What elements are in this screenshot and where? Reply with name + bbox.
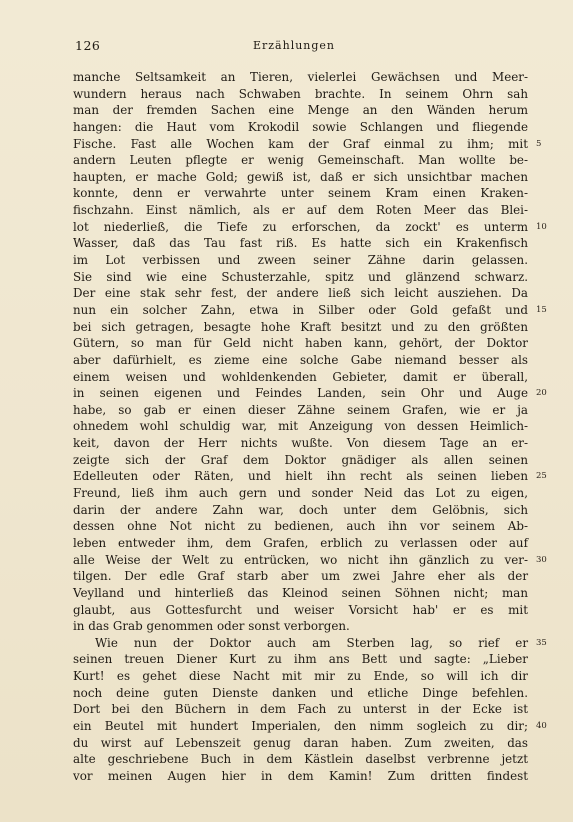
text-line <box>73 602 528 619</box>
line-text: im Lot verbissen und zween seiner Zähne darin gelassen. <box>73 253 528 268</box>
line-text: Dort bei den Büchern in dem Fach zu unterst in der Ecke ist <box>73 702 528 717</box>
text-line <box>73 335 528 352</box>
text-line <box>73 701 528 718</box>
line-number: 30 <box>536 554 547 565</box>
line-text: fischzahn. Einst nämlich, als er auf dem Roten Meer das Blei- <box>73 203 528 218</box>
page-number: 126 <box>75 38 101 53</box>
text-line <box>73 768 528 785</box>
text-line <box>73 119 528 136</box>
line-text: du wirst auf Lebenszeit genug daran haben. Zum zweiten, das <box>73 735 528 750</box>
text-line <box>73 668 528 685</box>
line-text: noch deine guten Dienste danken und etliche Dinge befehlen. <box>73 685 528 700</box>
text-line <box>73 136 542 153</box>
text-line <box>73 152 528 169</box>
line-number: 10 <box>536 221 547 232</box>
text-line <box>73 169 528 186</box>
line-text: alte geschriebene Buch in dem Kästlein daselbst verbrenne jetzt <box>73 752 528 767</box>
line-number: 5 <box>536 138 542 149</box>
line-text: Der eine stak sehr fest, der andere ließ sich leicht ausziehen. Da <box>73 286 528 301</box>
text-line <box>73 518 528 535</box>
text-line <box>73 635 547 652</box>
line-text: in das Grab genommen oder sonst verborgen. <box>73 619 350 634</box>
line-text: Wie nun der Doktor auch am Sterben lag, so rief er <box>95 635 528 650</box>
line-text: haupten, er mache Gold; gewiß ist, daß er sich unsichtbar machen <box>73 169 528 184</box>
line-text: habe, so gab er einen dieser Zähne seinem Grafen, wie er ja <box>73 402 528 417</box>
line-text: Wasser, daß das Tau fast riß. Es hatte sich ein Krakenfisch <box>73 236 528 251</box>
line-text: hangen: die Haut vom Krokodil sowie Schlangen und fliegende <box>73 119 528 134</box>
text-line <box>73 685 528 702</box>
line-text: bei sich getragen, besagte hohe Kraft besitzt und zu den größten <box>73 319 528 334</box>
line-text: alle Weise der Welt zu entrücken, wo nicht ihn gänzlich zu ver- <box>73 552 528 567</box>
text-line <box>73 468 547 485</box>
text-line <box>73 502 528 519</box>
text-line <box>73 385 547 402</box>
text-line <box>73 235 528 252</box>
text-line <box>73 302 547 319</box>
line-text: Edelleuten oder Räten, und hielt ihn recht als seinen lieben <box>73 469 528 484</box>
text-line <box>73 552 547 569</box>
line-text: einem weisen und wohldenkenden Gebieter, damit er überall, <box>73 369 528 384</box>
body-text <box>73 69 547 785</box>
line-number: 15 <box>536 304 547 315</box>
line-text: glaubt, aus Gottesfurcht und weiser Vorsicht hab' er es mit <box>73 602 528 617</box>
line-text: lot niederließ, die Tiefe zu erforschen, da zockt' es unterm <box>73 219 528 234</box>
text-line <box>73 252 528 269</box>
text-line <box>73 585 528 602</box>
text-line <box>73 352 528 369</box>
text-line <box>73 219 547 236</box>
line-text: tilgen. Der edle Graf starb aber um zwei Jahre eher als der <box>73 569 528 584</box>
text-line <box>73 618 528 635</box>
text-line <box>73 202 528 219</box>
line-text: manche Seltsamkeit an Tieren, vielerlei Gewächsen und Meer- <box>73 70 528 84</box>
page-header <box>75 38 513 56</box>
line-text: darin der andere Zahn war, doch unter dem Gelöbnis, sich <box>73 502 528 517</box>
text-line <box>73 402 528 419</box>
line-text: zeigte sich der Graf dem Doktor gnädiger als allen seinen <box>73 452 528 467</box>
line-number: 35 <box>536 637 547 648</box>
line-text: ein Beutel mit hundert Imperialen, den nimm sogleich zu dir; <box>73 718 528 733</box>
line-text: keit, davon der Herr nichts wußte. Von diesem Tage an er- <box>73 436 528 451</box>
line-text: andern Leuten pflegte er wenig Gemeinschaft. Man wollte be- <box>73 153 528 168</box>
text-line <box>73 185 528 202</box>
text-line <box>73 319 528 336</box>
text-line <box>73 69 528 86</box>
text-line <box>73 452 528 469</box>
line-text: Fische. Fast alle Wochen kam der Graf einmal zu ihm; mit <box>73 136 528 151</box>
line-text: nun ein solcher Zahn, etwa in Silber oder Gold gefaßt und <box>73 302 528 317</box>
line-text: Freund, ließ ihm auch gern und sonder Neid das Lot zu eigen, <box>73 486 528 501</box>
text-line <box>73 651 528 668</box>
line-text: Sie sind wie eine Schusterzahle, spitz und glänzend schwarz. <box>73 269 528 284</box>
line-text: dessen ohne Not nicht zu bedienen, auch ihn vor seinem Ab- <box>73 519 528 534</box>
line-text: wundern heraus nach Schwaben brachte. In seinem Ohrn sah <box>73 86 528 101</box>
text-line <box>73 269 528 286</box>
text-line <box>73 86 528 103</box>
text-line <box>73 485 528 502</box>
line-number: 40 <box>536 720 547 731</box>
text-line <box>73 718 547 735</box>
text-line <box>73 568 528 585</box>
line-number: 25 <box>536 471 547 482</box>
line-text: man der fremden Sachen eine Menge an den Wänden herum <box>73 103 528 118</box>
line-text: vor meinen Augen hier in dem Kamin! Zum dritten findest <box>73 768 528 783</box>
line-text: leben entweder ihm, dem Grafen, erblich zu verlassen oder auf <box>73 535 528 550</box>
line-text: ohnedem wohl schuldig war, mit Anzeigung von dessen Heimlich- <box>73 419 528 434</box>
line-number: 20 <box>536 388 547 399</box>
line-text: seinen treuen Diener Kurt zu ihm ans Bett und sagte: „Lieber <box>73 652 528 667</box>
text-line <box>73 102 528 119</box>
line-text: Gütern, so man für Geld nicht haben kann, gehört, der Doktor <box>73 336 528 351</box>
text-line <box>73 418 528 435</box>
text-line <box>73 751 528 768</box>
text-line <box>73 369 528 386</box>
line-text: konnte, denn er verwahrte unter seinem Kram einen Kraken- <box>73 186 528 201</box>
text-line <box>73 535 528 552</box>
line-text: Veylland und hinterließ das Kleinod seinen Söhnen nicht; man <box>73 585 528 600</box>
line-text: aber dafürhielt, es zieme eine solche Gabe niemand besser als <box>73 352 528 367</box>
text-line <box>73 285 528 302</box>
text-line <box>73 435 528 452</box>
line-text: in seinen eigenen und Feindes Landen, sein Ohr und Auge <box>73 386 528 401</box>
running-head: Erzählungen <box>252 39 336 52</box>
text-line <box>73 735 528 752</box>
line-text: Kurt! es gehet diese Nacht mit mir zu Ende, so will ich dir <box>73 669 528 684</box>
